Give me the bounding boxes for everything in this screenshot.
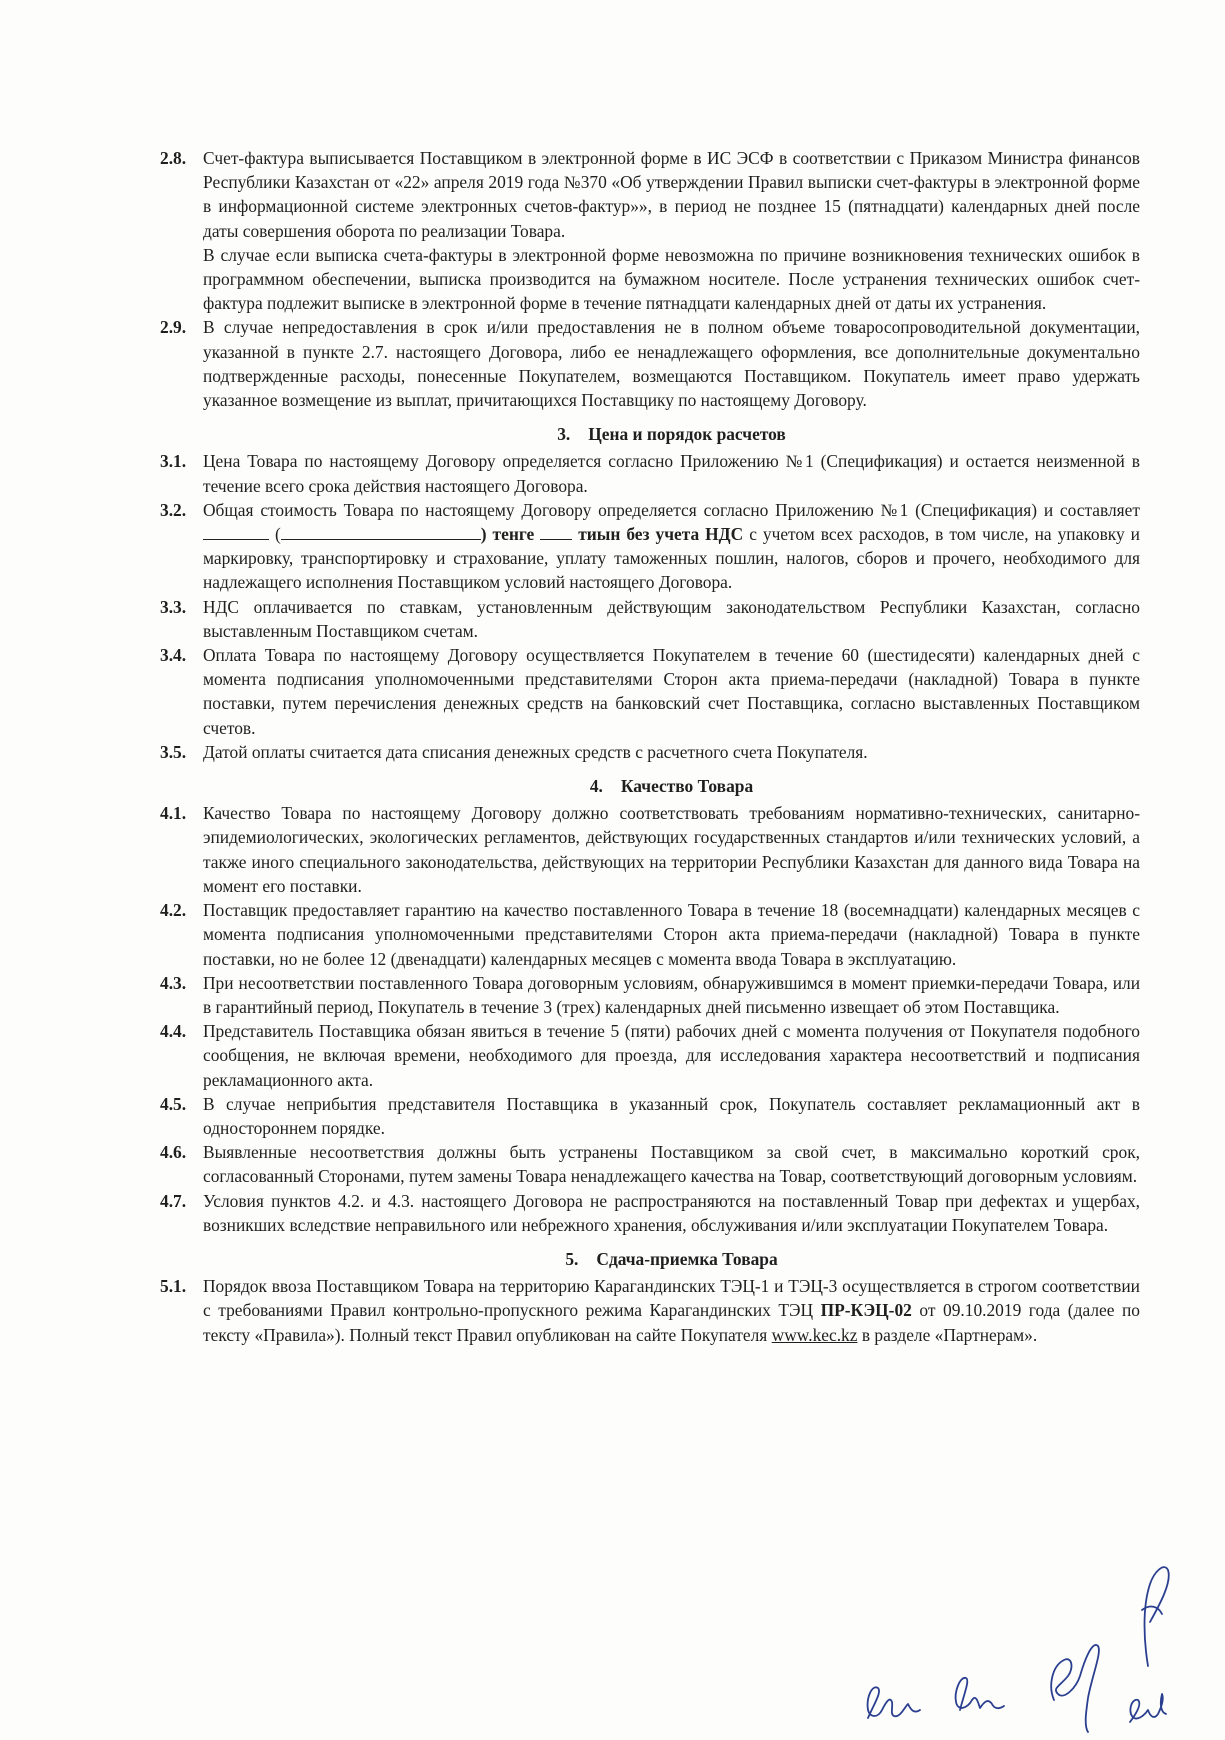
clause-text-part: с учетом всех расходов, в том числе, на упаковку и маркировку, транспортировку и страхование, уплату таможенных пошлин, налогов, сборов и прочего, необходимого для надлежащего исполнения Поставщиком условий настоящего Договора. bbox=[203, 524, 1140, 593]
section-number: 4. bbox=[589, 776, 603, 797]
clause-4-1 bbox=[160, 801, 1140, 898]
clause-4-7 bbox=[160, 1189, 1140, 1237]
amount-words-blank bbox=[281, 523, 481, 540]
clause-4-2 bbox=[160, 898, 1140, 971]
clause-4-4 bbox=[160, 1019, 1140, 1092]
clause-4-3 bbox=[160, 971, 1140, 1019]
clause-text bbox=[203, 1274, 1140, 1347]
clause-2-9 bbox=[160, 315, 1140, 412]
clause-number: 2.9. bbox=[160, 317, 187, 338]
clause-3-2 bbox=[160, 498, 1140, 595]
rules-code: ПР-КЭЦ-02 bbox=[820, 1300, 912, 1321]
section-number: 5. bbox=[565, 1248, 579, 1269]
section-heading-3 bbox=[160, 422, 1140, 446]
clause-number: 4.7. bbox=[160, 1190, 187, 1211]
section-heading-5 bbox=[160, 1247, 1140, 1271]
website-link[interactable]: www.kec.kz bbox=[771, 1324, 858, 1345]
clause-text: В случае если выписка счета-фактуры в электронной форме невозможна по причине возникновения технических ошибок в программном обеспечении, выписка производится на бумажном носителе. После устранения технических ошибок счет-фактура подлежит выписке в электронной форме в течение пятнадцати календарных дней от даты их устранения. bbox=[203, 244, 1140, 314]
clause-text: При несоответствии поставленного Товара договорным условиям, обнаружившимся в момент приемки-передачи Товара, или в гарантийный период, Покупатель в течение 3 (трех) календарных дней письменно извещает об этом Поставщика. bbox=[203, 972, 1140, 1017]
section-title: Сдача-приемка Товара bbox=[596, 1248, 778, 1269]
clause-text: Качество Товара по настоящему Договору должно соответствовать требованиям нормативно-технических, санитарно-эпидемиологических, экологических регламентов, действующих государственных стандартов и/или технических условий, а также иного специального законодательства, действующих на территории Республики Казахстан для данного вида Товара на момент его поставки. bbox=[203, 803, 1140, 896]
clause-number: 4.3. bbox=[160, 972, 187, 993]
section-title: Качество Товара bbox=[620, 776, 754, 797]
clause-number: 4.1. bbox=[160, 803, 187, 824]
clause-text: Поставщик предоставляет гарантию на качество поставленного Товара в течение 18 (восемнадцати) календарных месяцев с момента подписания уполномоченными представителями Сторон акта приема-передачи (накладной) Товара в пункте поставки, но не более 12 (двенадцати) календарных месяцев с момента ввода Товара в эксплуатацию. bbox=[203, 900, 1140, 969]
clause-3-3 bbox=[160, 595, 1140, 643]
clause-number: 4.4. bbox=[160, 1021, 187, 1042]
clause-text: Представитель Поставщика обязан явиться в течение 5 (пяти) рабочих дней с момента получения от Покупателя подобного сообщения, не включая времени, необходимого для проезда, для исследования характера несоответствий и подписания рекламационного акта. bbox=[203, 1021, 1140, 1090]
clause-4-5 bbox=[160, 1092, 1140, 1140]
clause-number: 2.8. bbox=[160, 148, 187, 168]
clause-text: НДС оплачивается по ставкам, установленным действующим законодательством Республики Казахстан, согласно выставленным Поставщиком счетам. bbox=[203, 596, 1140, 641]
clause-number: 4.5. bbox=[160, 1093, 187, 1114]
signature-mark-1 bbox=[868, 1687, 920, 1718]
clause-3-1 bbox=[160, 449, 1140, 497]
clause-5-1 bbox=[160, 1274, 1140, 1347]
section-number: 3. bbox=[557, 424, 571, 445]
clause-4-6 bbox=[160, 1140, 1140, 1188]
clause-text-part: в разделе «Партнерам». bbox=[861, 1324, 1038, 1345]
tiyn-blank bbox=[540, 523, 572, 540]
clause-text: Датой оплаты считается дата списания денежных средств с расчетного счета Покупателя. bbox=[203, 741, 868, 762]
signature-mark-2 bbox=[956, 1678, 1004, 1710]
clause-text: Выявленные несоответствия должны быть устранены Поставщиком за свой счет, в максимально короткий срок, согласованный Сторонами, путем замены Товара ненадлежащего качества на Товар, соответствующий договорным условиям. bbox=[203, 1142, 1140, 1187]
clause-text bbox=[203, 498, 1140, 595]
clause-3-5 bbox=[160, 740, 1140, 764]
signature-mark-margin bbox=[1142, 1567, 1169, 1666]
clause-text: Счет-фактура выписывается Поставщиком в электронной форме в ИС ЭСФ в соответствии с Приказом Министра финансов Республики Казахстан от «22» апреля 2019 года №370 «Об утверждении Правил выписки счет-фактуры в электронной форме в информационной системе электронных счетов-фактур»», в период не позднее 15 (пятнадцати) календарных дней после даты совершения оборота по реализации Товара. bbox=[203, 148, 1140, 241]
section-heading-4 bbox=[160, 774, 1140, 798]
clause-number: 3.3. bbox=[160, 596, 187, 617]
clause-text: В случае непредоставления в срок и/или предоставления не в полном объеме товаросопроводительной документации, указанной в пункте 2.7. настоящего Договора, либо ее ненадлежащего оформления, все дополнительные документально подтвержденные расходы, понесенные Покупателем, возмещаются Поставщиком. Покупатель имеет право удержать указанное возмещение из выплат, причитающихся Поставщику по настоящему Договору. bbox=[203, 317, 1140, 411]
clause-number: 4.6. bbox=[160, 1142, 187, 1163]
clause-text-part: Общая стоимость Товара по настоящему Договору определяется согласно Приложению №1 (Спецификация) и составляет bbox=[203, 499, 1140, 520]
clause-number: 3.2. bbox=[160, 499, 187, 520]
clause-number: 3.5. bbox=[160, 741, 187, 762]
document-body bbox=[160, 146, 1140, 1347]
clause-number: 3.1. bbox=[160, 451, 187, 472]
clause-3-4 bbox=[160, 643, 1140, 740]
amount-blank bbox=[203, 523, 269, 540]
clause-text-part: Порядок ввоза Поставщиком Товара на территорию Карагандинских ТЭЦ-1 и ТЭЦ-3 осуществляется в строгом соответствии с требованиями Правил контрольно-пропускного режима Карагандинских ТЭЦ bbox=[203, 1276, 1140, 1321]
clause-number: 3.4. bbox=[160, 645, 187, 666]
clause-text: В случае неприбытия представителя Поставщика в указанный срок, Покупатель составляет рекламационный акт в одностороннем порядке. bbox=[203, 1093, 1140, 1138]
signature-mark-4 bbox=[1130, 1694, 1166, 1722]
signature-mark-3 bbox=[1051, 1645, 1099, 1732]
section-title: Цена и порядок расчетов bbox=[588, 424, 786, 445]
clause-number: 4.2. bbox=[160, 900, 187, 921]
clause-text: Оплата Товара по настоящему Договору осуществляется Покупателем в течение 60 (шестидесяти) календарных дней с момента подписания уполномоченными представителями Сторон акта приема-передачи (накладной) Товара в пункте поставки, путем перечисления денежных средств на банковский счет Поставщика, согласно выставленных Поставщиком счетов. bbox=[203, 645, 1140, 738]
clause-text: Цена Товара по настоящему Договору определяется согласно Приложению №1 (Спецификация) и остается неизменной в течение всего срока действия настоящего Договора. bbox=[203, 451, 1140, 496]
clause-text-part: от 09.10.2019 года (далее по тексту «Правила»). Полный текст Правил опубликован на сайте Покупателя bbox=[203, 1300, 1140, 1345]
tenge-label: ) тенге bbox=[480, 524, 535, 545]
open-paren: ( bbox=[274, 524, 281, 545]
tiyn-label: тиын без учета НДС bbox=[578, 524, 744, 545]
clause-text: Условия пунктов 4.2. и 4.3. настоящего Договора не распространяются на поставленный Товар при дефектах и ущербах, возникших вследствие неправильного или небрежного хранения, обслуживания и/или эксплуатации Покупателем Товара. bbox=[203, 1190, 1140, 1235]
clause-2-8 bbox=[160, 146, 1140, 315]
clause-number: 5.1. bbox=[160, 1276, 187, 1297]
